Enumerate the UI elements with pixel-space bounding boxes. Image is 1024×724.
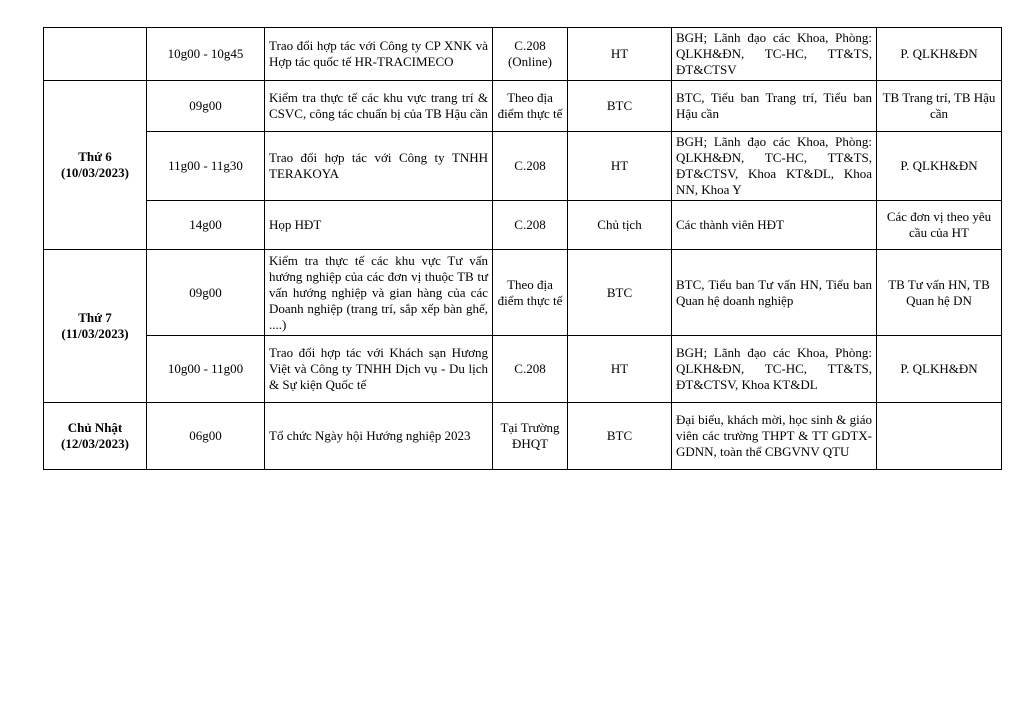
- table-row: [44, 403, 1002, 470]
- prep-cell: P. QLKH&ĐN: [877, 132, 1002, 201]
- table-row: [44, 132, 1002, 201]
- content-cell: Kiểm tra thực tế các khu vực Tư vấn hướng nghiệp của các đơn vị thuộc TB tư vấn hướng nghiệp và gian hàng của các Doanh nghiệp (trang trí, sắp xếp bàn ghế, ....): [265, 250, 493, 336]
- day-date: (12/03/2023): [61, 436, 129, 451]
- content-cell: Trao đổi hợp tác với Khách sạn Hương Việt và Công ty TNHH Dịch vụ - Du lịch & Sự kiện Quốc tế: [265, 336, 493, 403]
- time-cell: 09g00: [147, 250, 265, 336]
- time-cell: 06g00: [147, 403, 265, 470]
- chair-cell: Chủ tịch: [568, 201, 672, 250]
- participants-cell: Đại biểu, khách mời, học sinh & giáo viên các trường THPT & TT GDTX-GDNN, toàn thể CBGVNV QTU: [672, 403, 877, 470]
- prep-cell: [877, 403, 1002, 470]
- table-row: [44, 28, 1002, 81]
- content-cell: Tổ chức Ngày hội Hướng nghiệp 2023: [265, 403, 493, 470]
- location-cell: C.208: [493, 336, 568, 403]
- chair-cell: HT: [568, 336, 672, 403]
- content-cell: Trao đổi hợp tác với Công ty TNHH TERAKOYA: [265, 132, 493, 201]
- participants-cell: BGH; Lãnh đạo các Khoa, Phòng: QLKH&ĐN, TC-HC, TT&TS, ĐT&CTSV, Khoa KT&DL: [672, 336, 877, 403]
- location-cell: C.208: [493, 132, 568, 201]
- table-row: [44, 336, 1002, 403]
- time-cell: 09g00: [147, 81, 265, 132]
- participants-cell: BTC, Tiểu ban Trang trí, Tiểu ban Hậu cần: [672, 81, 877, 132]
- time-cell: 11g00 - 11g30: [147, 132, 265, 201]
- location-cell: Tại Trường ĐHQT: [493, 403, 568, 470]
- chair-cell: BTC: [568, 81, 672, 132]
- schedule-table: [43, 27, 1002, 470]
- day-cell: [44, 81, 147, 250]
- chair-cell: BTC: [568, 403, 672, 470]
- table-row: [44, 81, 1002, 132]
- prep-cell: TB Tư vấn HN, TB Quan hệ DN: [877, 250, 1002, 336]
- participants-cell: Các thành viên HĐT: [672, 201, 877, 250]
- content-cell: Trao đổi hợp tác với Công ty CP XNK và Hợp tác quốc tế HR-TRACIMECO: [265, 28, 493, 81]
- prep-cell: TB Trang trí, TB Hậu cần: [877, 81, 1002, 132]
- day-cell: [44, 403, 147, 470]
- day-cell: [44, 250, 147, 403]
- day-name: Thứ 6: [78, 149, 112, 164]
- time-cell: 10g00 - 11g00: [147, 336, 265, 403]
- day-date: (10/03/2023): [61, 165, 129, 180]
- participants-cell: BGH; Lãnh đạo các Khoa, Phòng: QLKH&ĐN, TC-HC, TT&TS, ĐT&CTSV, Khoa KT&DL, Khoa NN, Khoa Y: [672, 132, 877, 201]
- content-cell: Kiểm tra thực tế các khu vực trang trí & CSVC, công tác chuẩn bị của TB Hậu cần: [265, 81, 493, 132]
- table-row: [44, 201, 1002, 250]
- day-cell: [44, 28, 147, 81]
- time-cell: 14g00: [147, 201, 265, 250]
- participants-cell: BTC, Tiểu ban Tư vấn HN, Tiểu ban Quan hệ doanh nghiệp: [672, 250, 877, 336]
- table-row: [44, 250, 1002, 336]
- day-name: Chủ Nhật: [67, 420, 123, 435]
- location-cell: Theo địa điểm thực tế: [493, 81, 568, 132]
- location-cell: C.208 (Online): [493, 28, 568, 81]
- prep-cell: Các đơn vị theo yêu cầu của HT: [877, 201, 1002, 250]
- day-name: Thứ 7: [78, 310, 112, 325]
- content-cell: Họp HĐT: [265, 201, 493, 250]
- prep-cell: P. QLKH&ĐN: [877, 28, 1002, 81]
- time-cell: 10g00 - 10g45: [147, 28, 265, 81]
- participants-cell: BGH; Lãnh đạo các Khoa, Phòng: QLKH&ĐN, TC-HC, TT&TS, ĐT&CTSV: [672, 28, 877, 81]
- prep-cell: P. QLKH&ĐN: [877, 336, 1002, 403]
- chair-cell: HT: [568, 28, 672, 81]
- chair-cell: BTC: [568, 250, 672, 336]
- chair-cell: HT: [568, 132, 672, 201]
- day-date: (11/03/2023): [61, 326, 129, 341]
- location-cell: C.208: [493, 201, 568, 250]
- location-cell: Theo địa điểm thực tế: [493, 250, 568, 336]
